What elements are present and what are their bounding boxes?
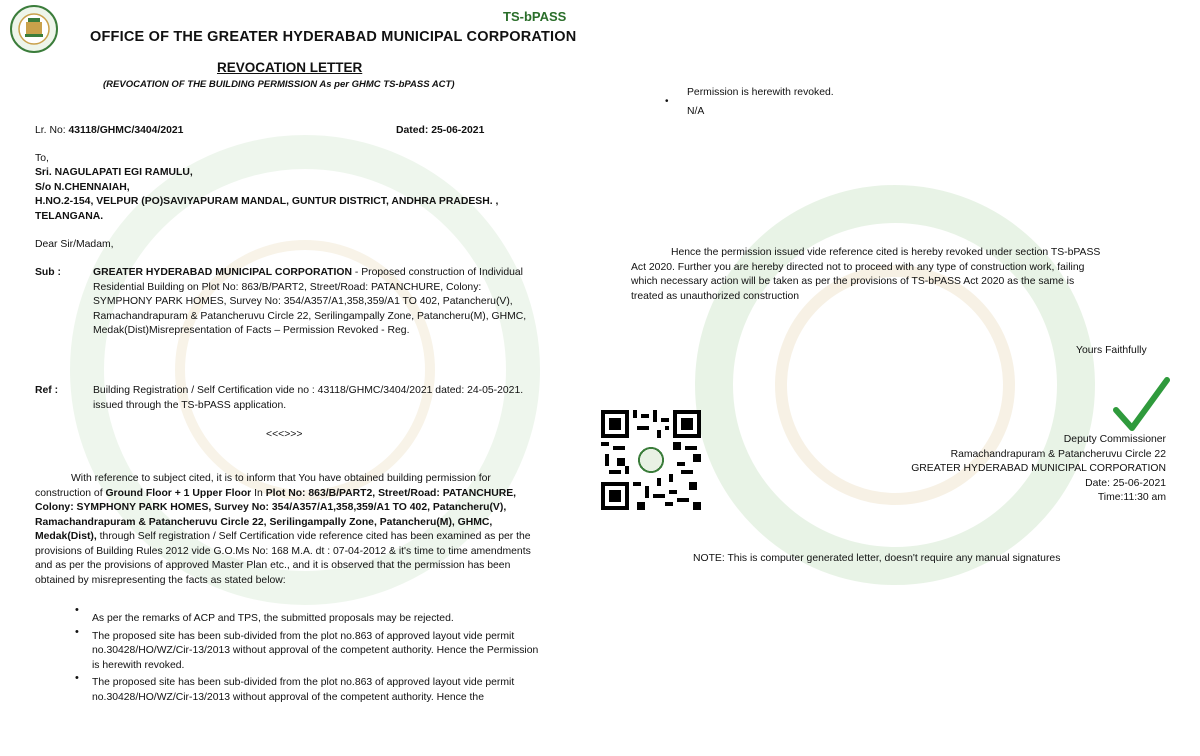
body-text: through Self registration / Self Certification vide reference cited has been examined as per the provisions of Building Rules 2012 vide G.O.Ms No: 168 M.A. dt : 07-04-2012 & it's time to time amendments and as per the provisions of approved Master Plan etc., and it is observed that the permission has been obtained by misrepresenting the facts as stated below: — [35, 531, 531, 586]
body-paragraph — [35, 472, 545, 588]
checkmark-icon — [1112, 376, 1170, 434]
subject-label: Sub : — [35, 267, 61, 278]
section-separator: <<<>>> — [266, 429, 303, 440]
ts-bpass-label: TS-bPASS — [503, 9, 567, 24]
findings-list — [75, 608, 545, 708]
signatory-circle: Ramachandrapuram & Patancheruvu Circle 22 — [950, 448, 1166, 460]
letter-number — [35, 124, 183, 139]
subject-text — [93, 266, 533, 339]
floor-details: Ground Floor + 1 Upper Floor — [105, 487, 252, 499]
body-text: In — [251, 487, 266, 499]
plot-details: Plot No: 863/B/PART2, Street/Road: PATANCHURE, Colony: SYMPHONY PARK HOMES, Survey No: 354/A357/A1,358,359/A1 TO 402, Patancheru(V), Ramachandrapuram & Patancheruvu Circle 22, Serilingampally Zone, Patancheru(M), GHMC, Medak(Dist), — [35, 487, 517, 542]
list-item: • The proposed site has been sub-divided from the plot no.863 of approved layout vide permit no.30428/HO/WZ/Cir-13/2013 without approval of the competent authority. Hence the Permission is herewith revoked. — [75, 630, 545, 674]
to-label: To, — [35, 153, 49, 164]
qr-code — [601, 410, 701, 510]
bullet-dot: • — [665, 96, 669, 107]
address-line: TELANGANA. — [35, 210, 104, 222]
reference-label: Ref : — [35, 385, 59, 396]
computer-generated-note: NOTE: This is computer generated letter, doesn't require any manual signatures — [693, 553, 1061, 564]
revoked-text: Permission is herewith revoked. — [687, 87, 834, 98]
subject-body: - Proposed construction of Individual Residential Building on Plot No: 863/B/PART2, Street/Road: PATANCHURE, Colony: SYMPHONY PARK HOMES, Survey No: 354/A357/A1,358,359/A1 TO 402, Patancheru(V), Ramachandrapuram & Patancheruvu Circle 22, Serilingampally Zone, Patancheru(M), GHMC, Medak(Dist)Misrepresentation of Facts – Permission Revoked - Reg. — [93, 267, 527, 336]
revocation-paragraph: Hence the permission issued vide reference cited is hereby revoked under section TS-bPASS Act 2020. Further you are hereby directed not to proceed with any type of construction work, failing which necessary action will be taken as per the provisions of TS-bPASS Act 2020 as the same is treated as unauthorized construction — [631, 247, 1101, 302]
address-line: H.NO.2-154, VELPUR (PO)SAVIYAPURAM MANDAL, GUNTUR DISTRICT, ANDHRA PRADESH. , — [35, 196, 499, 207]
body-text: With reference to subject cited, it is to inform that You have obtained building permission for construction of — [35, 473, 491, 499]
signature-time: Time:11:30 am — [1097, 492, 1166, 503]
address-line: S/o N.CHENNAIAH, — [35, 181, 130, 193]
signature-date: Date: 25-06-2021 — [1085, 477, 1166, 489]
subject-bold: GREATER HYDERABAD MUNICIPAL CORPORATION — [93, 267, 352, 278]
letter-date: Dated: 25-06-2021 — [396, 125, 485, 136]
office-title: OFFICE OF THE GREATER HYDERABAD MUNICIPAL CORPORATION — [90, 29, 577, 45]
government-seal-logo — [6, 4, 62, 54]
address-line: Sri. NAGULAPATI EGI RAMULU, — [35, 167, 193, 178]
signature-block — [911, 433, 1166, 506]
list-item: • The proposed site has been sub-divided from the plot no.863 of approved layout vide permit no.30428/HO/WZ/Cir-13/2013 without approval of the competent authority. Hence the — [75, 676, 545, 705]
list-item: • As per the remarks of ACP and TPS, the submitted proposals may be rejected. — [75, 608, 545, 627]
salutation: Dear Sir/Madam, — [35, 239, 114, 250]
letter-subtitle: (REVOCATION OF THE BUILDING PERMISSION As per GHMC TS-bPASS ACT) — [103, 79, 455, 90]
reference-text: Building Registration / Self Certification vide no : 43118/GHMC/3404/2021 dated: 24-05-2021. issued through the TS-bPASS application. — [93, 385, 524, 411]
na-text: N/A — [687, 106, 705, 117]
watermark-seal-right — [695, 185, 1095, 585]
signatory-title: Deputy Commissioner — [1063, 434, 1166, 445]
letter-number-label: Lr. No: — [35, 125, 69, 136]
recipient-address — [35, 166, 498, 224]
signatory-org: GREATER HYDERABAD MUNICIPAL CORPORATION — [911, 463, 1166, 474]
closing: Yours Faithfully — [1076, 345, 1147, 356]
letter-title: REVOCATION LETTER — [217, 60, 363, 75]
letter-number-value: 43118/GHMC/3404/2021 — [68, 125, 184, 136]
